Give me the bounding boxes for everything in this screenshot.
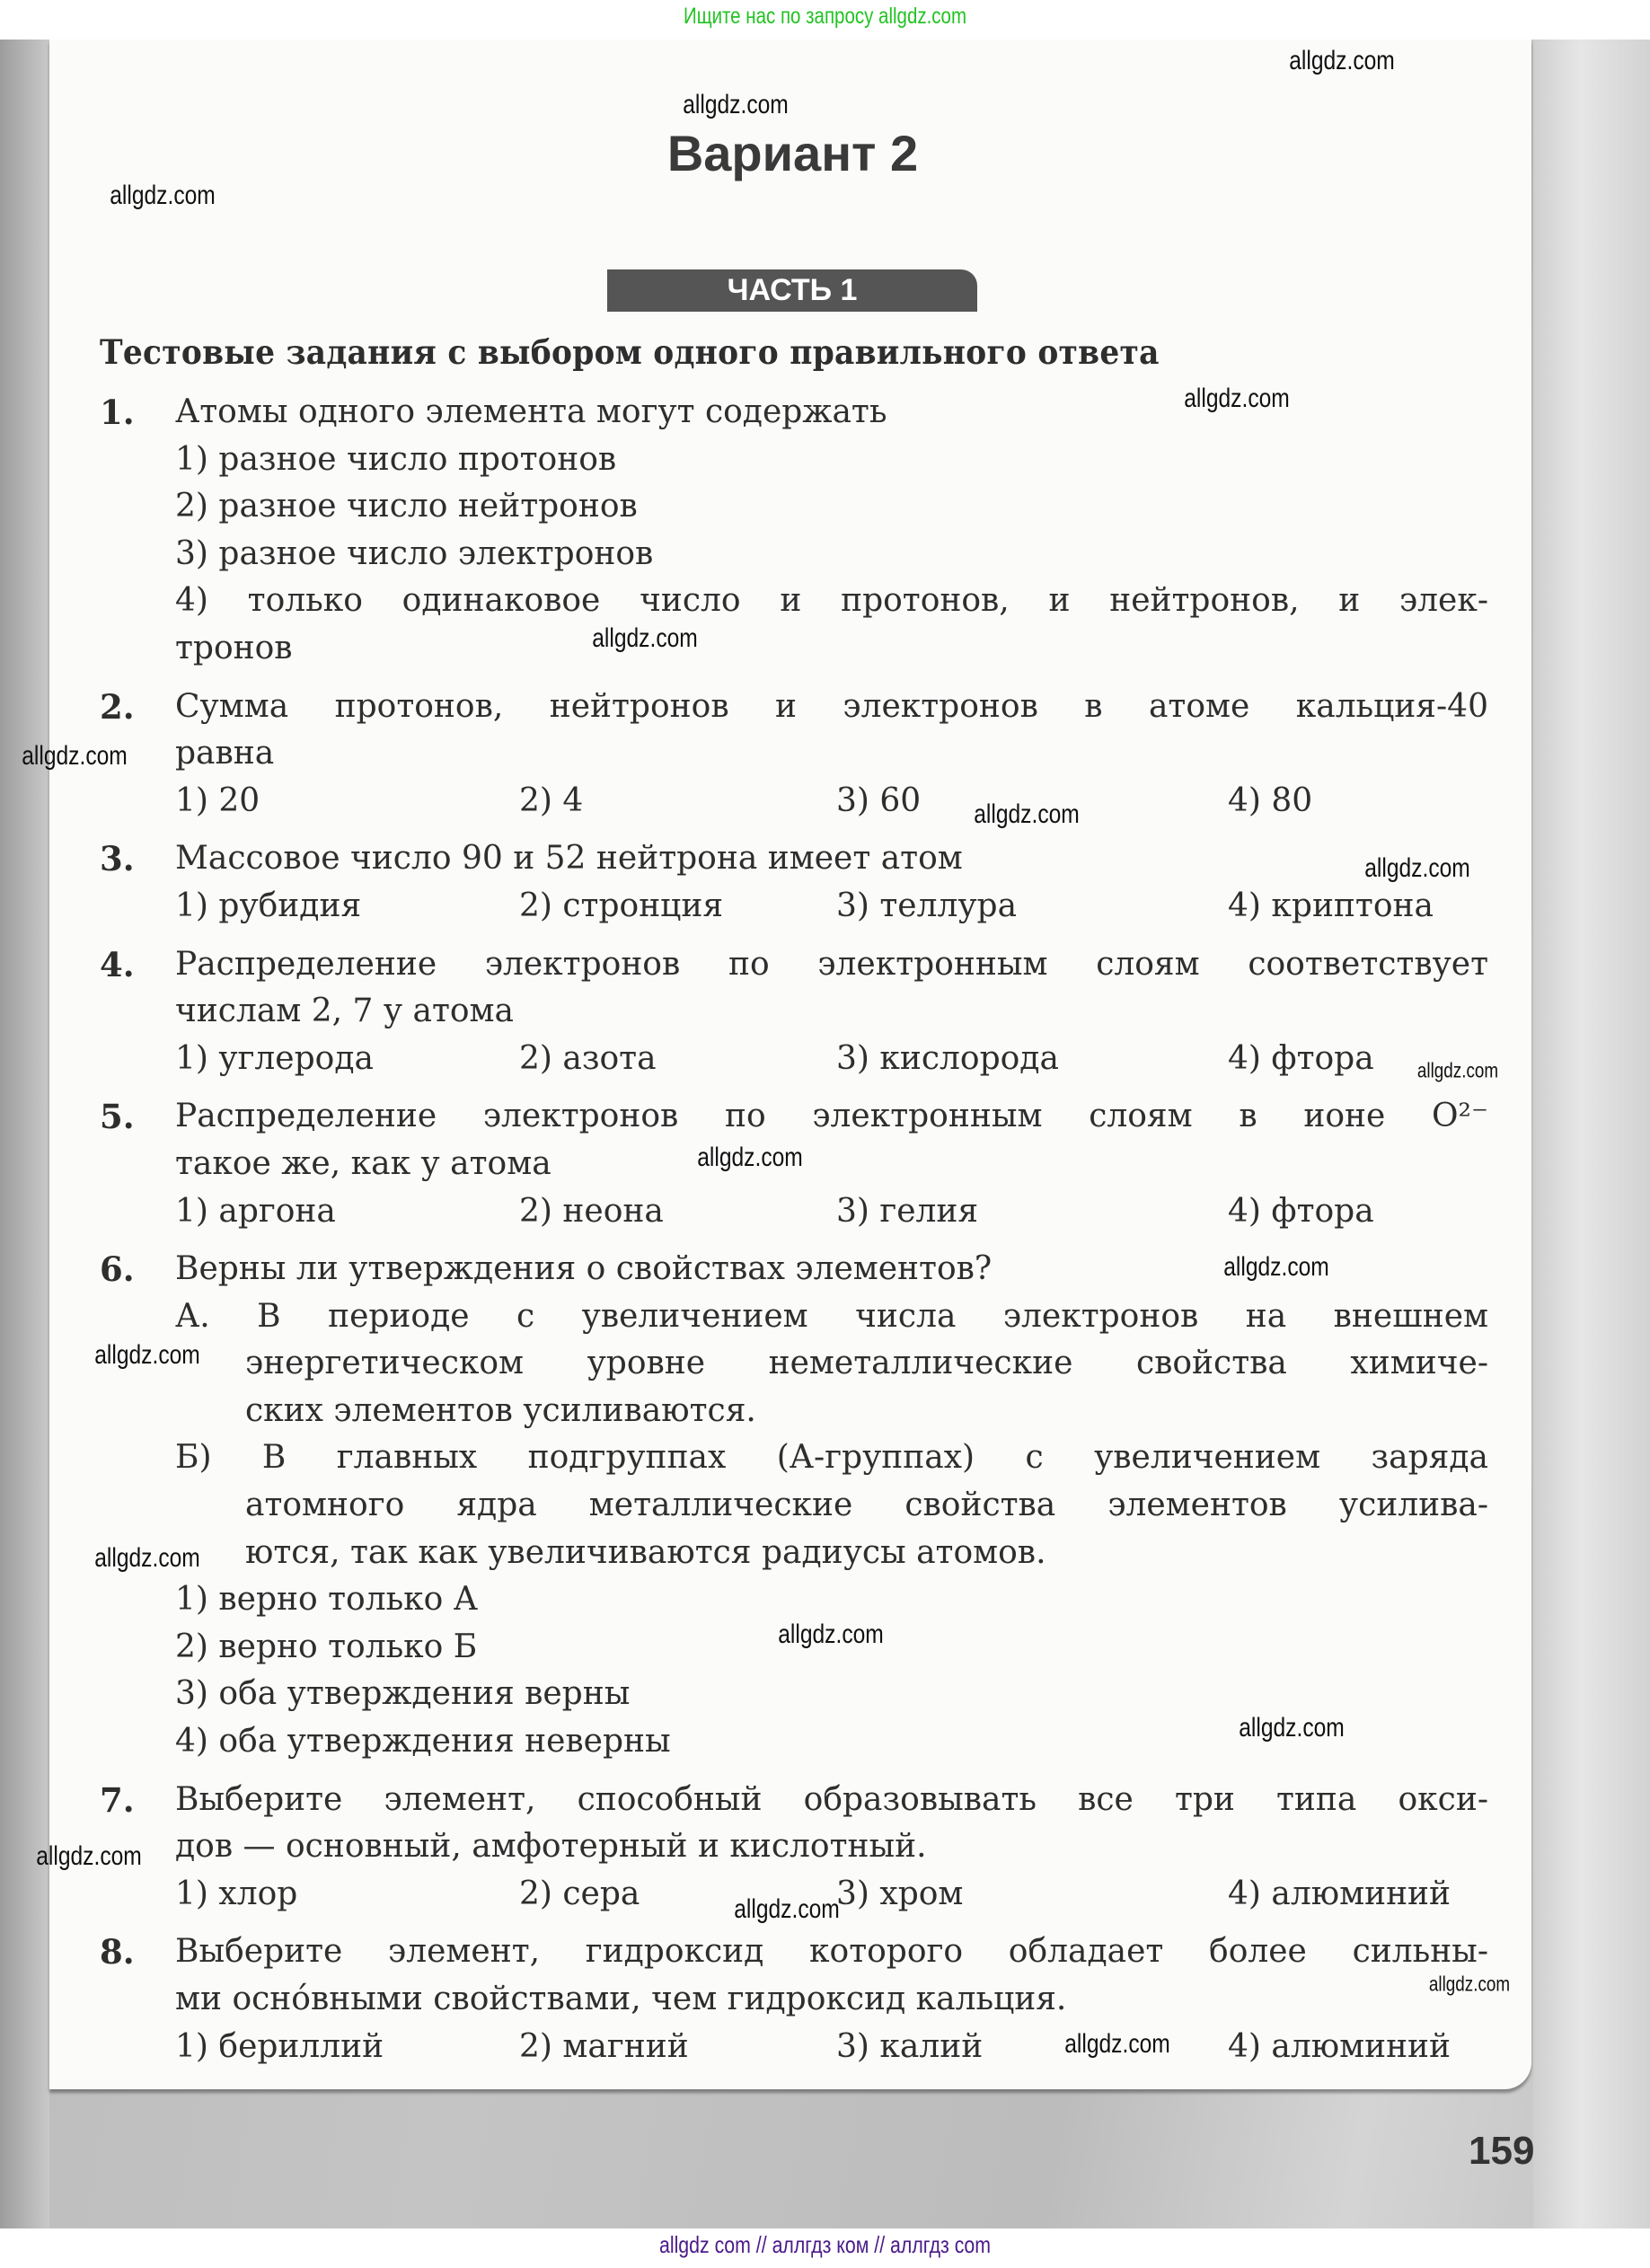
question-text-line: Распределение электронов по электронным слоям соответствует bbox=[175, 945, 1488, 983]
watermark-text: allgdz.com bbox=[974, 799, 1080, 829]
watermark-text: allgdz.com bbox=[1416, 1058, 1499, 1082]
question-number: 8. bbox=[100, 1932, 135, 1972]
watermark-text: allgdz.com bbox=[1428, 1972, 1511, 1996]
question-text-line: тронов bbox=[175, 629, 293, 666]
question-2 bbox=[100, 684, 1488, 825]
answer-option: 2) сера bbox=[519, 1875, 640, 1912]
answer-options bbox=[175, 1188, 1488, 1236]
question-text-line: А. В периоде с увеличением числа электронов на внешнем bbox=[175, 1297, 1488, 1335]
watermark-text: allgdz.com bbox=[1239, 1713, 1345, 1743]
answer-options bbox=[175, 883, 1488, 931]
question-number: 6. bbox=[100, 1249, 135, 1290]
answer-option: 1) углерода bbox=[175, 1039, 374, 1077]
question-text-line: равна bbox=[175, 735, 275, 772]
watermark-text: allgdz.com bbox=[592, 623, 698, 653]
answer-option: 3) 60 bbox=[836, 781, 922, 819]
answer-option: 1) верно только А bbox=[175, 1581, 479, 1619]
question-text-line: атомного ядра металлические свойства элементов усилива- bbox=[245, 1487, 1488, 1524]
question-number: 2. bbox=[100, 686, 135, 727]
question-number: 7. bbox=[100, 1779, 135, 1820]
question-text-line: такое же, как у атома bbox=[175, 1144, 551, 1182]
watermark-text: allgdz.com bbox=[1289, 46, 1395, 75]
question-number: 3. bbox=[100, 839, 135, 879]
answer-option: 3) калий bbox=[836, 2027, 984, 2065]
answer-option: 1) разное число протонов bbox=[175, 440, 617, 478]
watermark-text: allgdz.com bbox=[22, 741, 128, 771]
question-text-line: Атомы одного элемента могут содержать bbox=[175, 393, 887, 430]
question-number: 5. bbox=[100, 1097, 135, 1137]
answer-option: 4) оба утверждения неверны bbox=[175, 1723, 671, 1761]
question-list bbox=[100, 389, 1488, 2070]
answer-option: 2) верно только Б bbox=[175, 1628, 478, 1665]
question-4 bbox=[100, 941, 1488, 1083]
question-8 bbox=[100, 1928, 1488, 2070]
watermark-text: allgdz.com bbox=[94, 1543, 200, 1573]
watermark-text: allgdz.com bbox=[94, 1340, 200, 1370]
answer-option: 1) 20 bbox=[175, 781, 260, 819]
question-text-line: Сумма протонов, нейтронов и электронов в атоме кальция-40 bbox=[175, 687, 1488, 725]
watermark-text: allgdz.com bbox=[778, 1619, 884, 1649]
question-text-line: ских элементов усиливаются. bbox=[245, 1391, 756, 1429]
page-edge bbox=[1533, 40, 1650, 2228]
answer-options bbox=[175, 1036, 1488, 1083]
page-number: 159 bbox=[1469, 2129, 1535, 2173]
question-text-line: Массовое число 90 и 52 нейтрона имеет атом bbox=[175, 840, 963, 878]
question-3 bbox=[100, 835, 1488, 930]
answer-option: 2) магний bbox=[519, 2027, 689, 2065]
answer-option: 4) фтора bbox=[1228, 1192, 1374, 1230]
question-text-line: ются, так как увеличиваются радиусы атомов. bbox=[245, 1533, 1046, 1571]
part-label: ЧАСТЬ 1 bbox=[607, 269, 977, 312]
answer-option: 3) кислорода bbox=[836, 1039, 1059, 1077]
answer-option: 3) оба утверждения верны bbox=[175, 1675, 631, 1713]
answer-options bbox=[175, 2024, 1488, 2071]
question-text-line: Б) В главных подгруппах (А-группах) с увеличением заряда bbox=[175, 1439, 1488, 1477]
watermark-text: allgdz.com bbox=[1184, 384, 1290, 413]
watermark-text: allgdz.com bbox=[110, 181, 216, 210]
question-text-line: Выберите элемент, гидроксид которого обладает более сильны- bbox=[175, 1933, 1488, 1971]
question-text-line: Выберите элемент, способный образовывать все три типа окси- bbox=[175, 1780, 1488, 1818]
question-text-line: Распределение электронов по электронным слоям в ионе O²⁻ bbox=[175, 1098, 1488, 1135]
answer-option: 4) только одинаковое число и протонов, и нейтронов, и элек- bbox=[175, 582, 1488, 620]
answer-option: 1) хлор bbox=[175, 1875, 298, 1912]
watermark-text: allgdz.com bbox=[1364, 853, 1470, 883]
question-number: 4. bbox=[100, 944, 135, 984]
answer-option: 3) разное число электронов bbox=[175, 534, 654, 572]
top-banner: Ищите нас по запросу allgdz.com bbox=[683, 4, 967, 29]
answer-option: 2) 4 bbox=[519, 781, 584, 819]
bottom-banner: allgdz com // аллгдз ком // аллгдз com bbox=[658, 2231, 992, 2258]
watermark-text: allgdz.com bbox=[1223, 1252, 1329, 1282]
answer-option: 2) разное число нейтронов bbox=[175, 488, 638, 525]
question-1 bbox=[100, 389, 1488, 673]
watermark-text: allgdz.com bbox=[697, 1143, 803, 1172]
answer-option: 2) азота bbox=[519, 1039, 657, 1077]
question-6 bbox=[100, 1246, 1488, 1766]
answer-option: 1) бериллий bbox=[175, 2027, 384, 2065]
answer-option: 4) 80 bbox=[1228, 781, 1313, 819]
question-text-line: ми осно́вными свойствами, чем гидроксид кальция. bbox=[175, 1981, 1067, 2017]
page-title: Вариант 2 bbox=[666, 125, 919, 181]
answer-option: 3) гелия bbox=[836, 1192, 979, 1230]
answer-option: 3) хром bbox=[836, 1875, 964, 1912]
answer-option: 1) рубидия bbox=[175, 887, 362, 924]
answer-options bbox=[175, 778, 1488, 825]
question-text-line: Верны ли утверждения о свойствах элементов? bbox=[175, 1250, 993, 1288]
section-heading: Тестовые задания с выбором одного правильного ответа bbox=[100, 332, 1160, 372]
watermark-text: allgdz.com bbox=[36, 1841, 142, 1871]
answer-option: 4) фтора bbox=[1228, 1039, 1374, 1077]
answer-option: 2) неона bbox=[519, 1192, 664, 1230]
book-spine-shadow bbox=[0, 40, 49, 2228]
answer-option: 1) аргона bbox=[175, 1192, 336, 1230]
answer-option: 4) алюминий bbox=[1228, 1875, 1451, 1912]
answer-option: 3) теллура bbox=[836, 887, 1018, 924]
question-text-line: энергетическом уровне неметаллические свойства химиче- bbox=[245, 1345, 1488, 1382]
watermark-text: allgdz.com bbox=[683, 90, 789, 119]
answer-option: 4) алюминий bbox=[1228, 2027, 1451, 2065]
watermark-text: allgdz.com bbox=[1064, 2029, 1170, 2059]
answer-option: 4) криптона bbox=[1228, 887, 1434, 924]
question-number: 1. bbox=[100, 393, 135, 432]
question-text-line: дов — основный, амфотерный и кислотный. bbox=[175, 1828, 927, 1866]
question-text-line: числам 2, 7 у атома bbox=[175, 993, 515, 1030]
watermark-text: allgdz.com bbox=[734, 1894, 840, 1924]
answer-option: 2) стронция bbox=[519, 887, 724, 924]
